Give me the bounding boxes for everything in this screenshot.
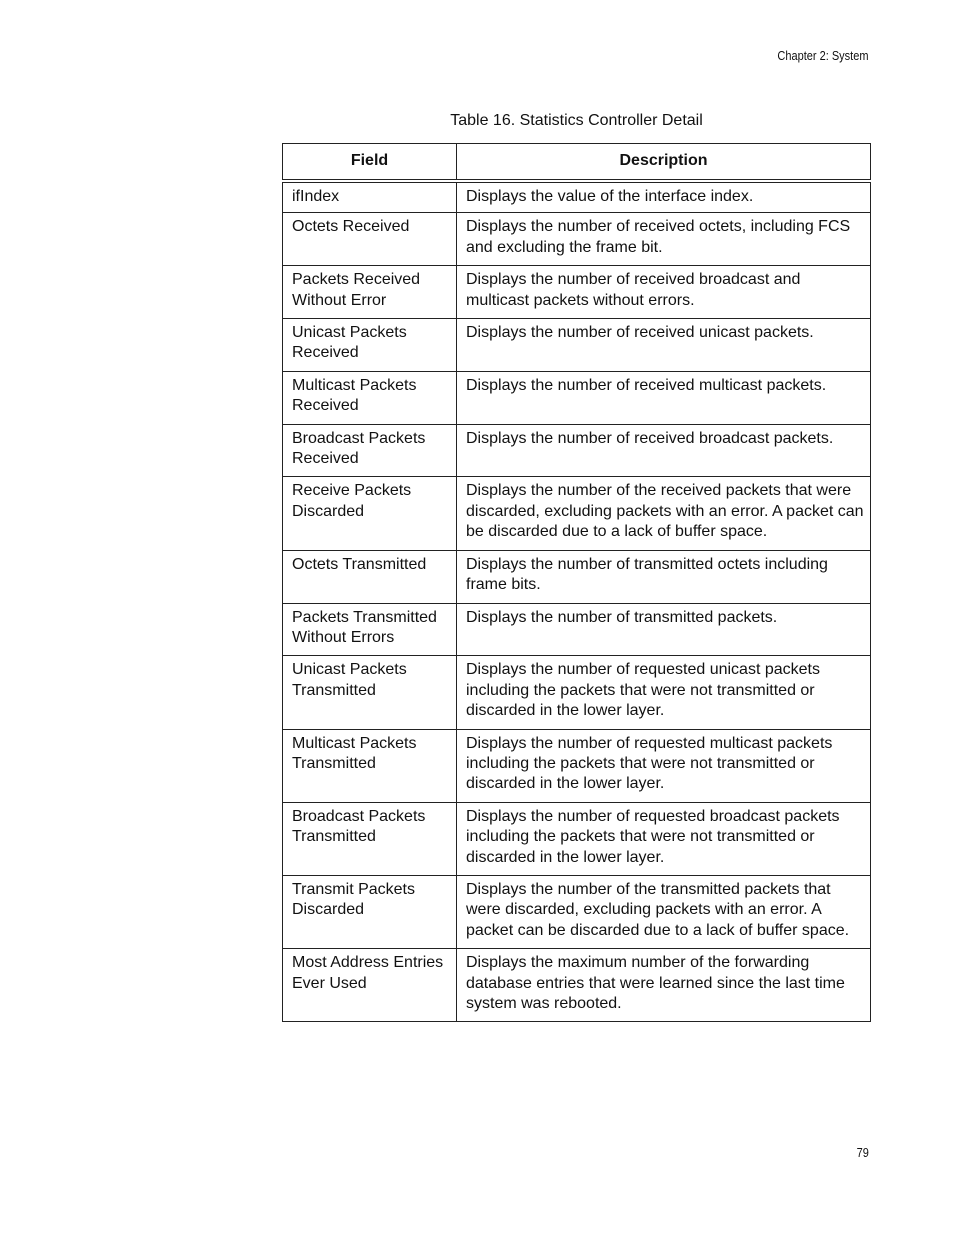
- page-number: 79: [856, 1146, 869, 1160]
- field-cell: Multicast Packets Transmitted: [283, 729, 457, 802]
- description-cell: Displays the number of transmitted packets.: [457, 603, 871, 656]
- table-header-row: [283, 144, 871, 182]
- description-cell: Displays the number of received octets, including FCS and excluding the frame bit.: [457, 213, 871, 266]
- field-cell: Octets Received: [283, 213, 457, 266]
- column-header-description: Description: [457, 144, 871, 182]
- field-cell: Transmit Packets Discarded: [283, 875, 457, 948]
- table-row: [283, 319, 871, 372]
- table-row: [283, 875, 871, 948]
- description-cell: Displays the number of requested multicast packets including the packets that were not transmitted or discarded in the lower layer.: [457, 729, 871, 802]
- description-cell: Displays the number of the transmitted packets that were discarded, excluding packets with an error. A packet can be discarded due to a lack of buffer space.: [457, 875, 871, 948]
- table-row: [283, 266, 871, 319]
- description-cell: Displays the number of requested unicast packets including the packets that were not transmitted or discarded in the lower layer.: [457, 656, 871, 729]
- table-row: [283, 371, 871, 424]
- statistics-controller-table: [282, 143, 871, 1022]
- column-header-field: Field: [283, 144, 457, 182]
- table-row: [283, 424, 871, 477]
- description-cell: Displays the number of received multicast packets.: [457, 371, 871, 424]
- table-row: [283, 213, 871, 266]
- table-caption: Table 16. Statistics Controller Detail: [450, 112, 703, 129]
- field-cell: ifIndex: [283, 181, 457, 213]
- description-cell: Displays the number of received broadcast packets.: [457, 424, 871, 477]
- description-cell: Displays the number of the received packets that were discarded, excluding packets with an error. A packet can be discarded due to a lack of buffer space.: [457, 477, 871, 550]
- description-cell: Displays the number of transmitted octets including frame bits.: [457, 550, 871, 603]
- field-cell: Unicast Packets Transmitted: [283, 656, 457, 729]
- field-cell: Broadcast Packets Transmitted: [283, 802, 457, 875]
- field-cell: Receive Packets Discarded: [283, 477, 457, 550]
- table-row: [283, 550, 871, 603]
- table-row: [283, 603, 871, 656]
- description-cell: Displays the maximum number of the forwarding database entries that were learned since the last time system was rebooted.: [457, 949, 871, 1022]
- description-cell: Displays the number of requested broadcast packets including the packets that were not transmitted or discarded in the lower layer.: [457, 802, 871, 875]
- description-cell: Displays the number of received unicast packets.: [457, 319, 871, 372]
- table-row: [283, 729, 871, 802]
- table-row: [283, 656, 871, 729]
- description-cell: Displays the number of received broadcast and multicast packets without errors.: [457, 266, 871, 319]
- field-cell: Most Address Entries Ever Used: [283, 949, 457, 1022]
- field-cell: Multicast Packets Received: [283, 371, 457, 424]
- table-row: [283, 949, 871, 1022]
- table-row: [283, 181, 871, 213]
- field-cell: Unicast Packets Received: [283, 319, 457, 372]
- field-cell: Broadcast Packets Received: [283, 424, 457, 477]
- field-cell: Packets Transmitted Without Errors: [283, 603, 457, 656]
- field-cell: Packets Received Without Error: [283, 266, 457, 319]
- table-row: [283, 802, 871, 875]
- chapter-header: Chapter 2: System: [777, 49, 869, 63]
- field-cell: Octets Transmitted: [283, 550, 457, 603]
- description-cell: Displays the value of the interface index.: [457, 181, 871, 213]
- table-row: [283, 477, 871, 550]
